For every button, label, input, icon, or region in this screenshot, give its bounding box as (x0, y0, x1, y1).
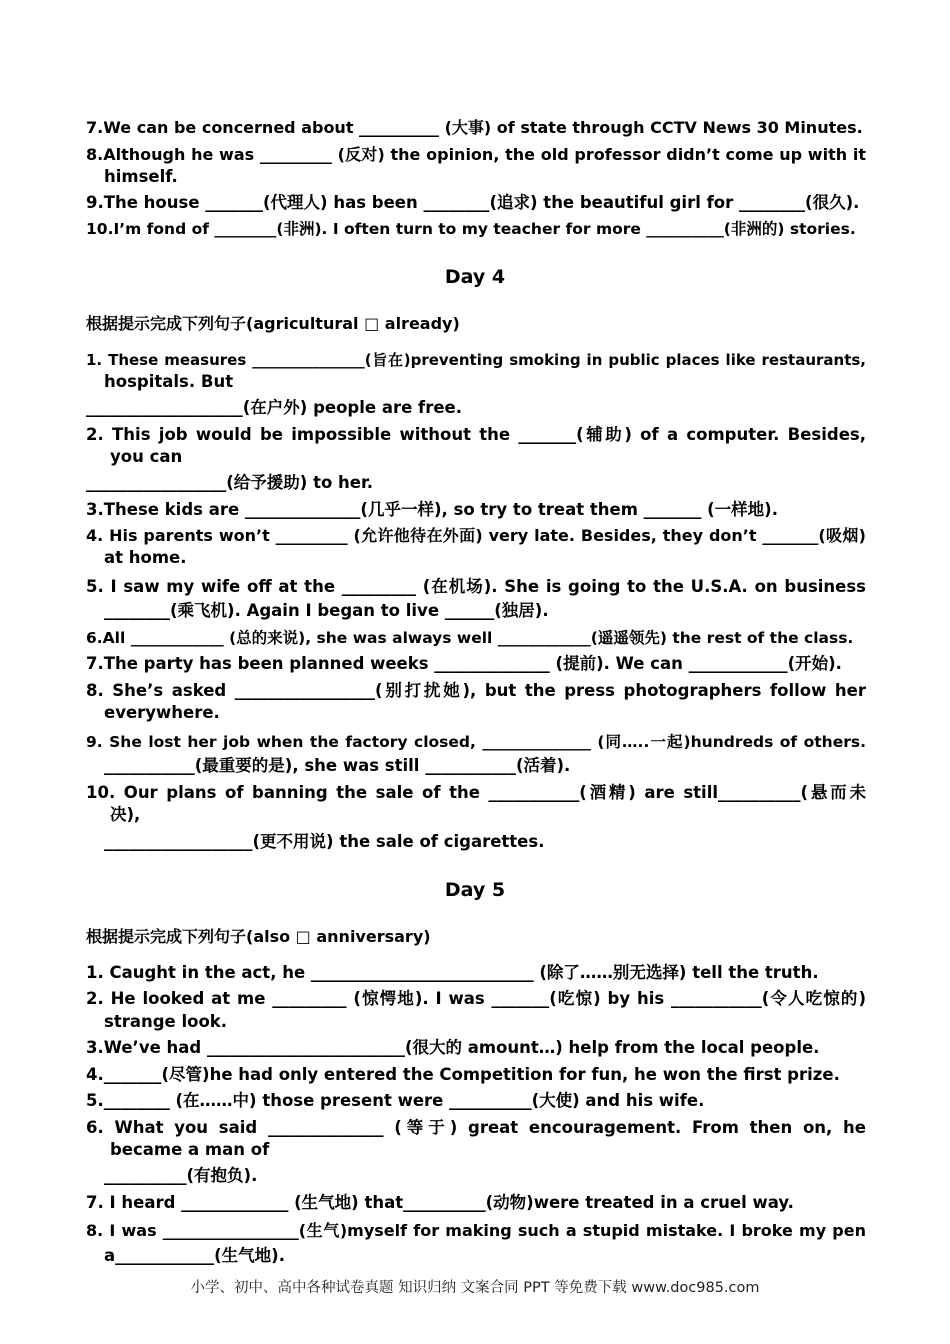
day5-sentence-5: 5.________ (在……中) those present were __________(大使) and his wife. (86, 1091, 705, 1110)
day3-sentence-8: 8.Although he was _________ (反对) the opinion, the old professor didn’t come up with it (86, 145, 866, 164)
day4-sentence-7: 7.The party has been planned weeks ______________ (提前). We can ____________(开始). (86, 654, 842, 673)
day4-sentence-5-cont: ________(乘飞机). Again I began to live ______(独居). (104, 601, 549, 620)
day4-sentence-8-cont: everywhere. (104, 703, 220, 722)
day5-sentence-8-cont: a____________(生气地). (104, 1246, 285, 1265)
page-footer: 小学、初中、高中各种试卷真题 知识归纳 文案合同 PPT 等免费下载 www.doc985.com (190, 1280, 760, 1296)
day4-sentence-9: 9. She lost her job when the factory closed, ______________ (同…..一起)hundreds of others. (86, 733, 866, 751)
day4-sentence-2-cont: you can (110, 447, 183, 466)
day5-sentence-2: 2. He looked at me _________ (惊愕地). I was _______(吃惊) by his ___________(令人吃惊的) (86, 989, 866, 1008)
day4-sentence-4-cont: at home. (104, 548, 187, 567)
day4-sentence-1-cont: hospitals. But (104, 372, 234, 391)
day4-sentence-6: 6.All ____________ (总的来说), she was always well ____________(遥遥领先) the rest of the class. (86, 629, 854, 647)
day4-sentence-10: 10. Our plans of banning the sale of the ___________(酒精) are still__________(悬而未 (86, 783, 866, 802)
day5-sentence-6: 6. What you said ______________ (等于) great encouragement. From then on, he (86, 1118, 866, 1137)
day3-sentence-8-cont: himself. (104, 167, 178, 186)
day5-sentence-2-cont: strange look. (104, 1012, 228, 1031)
day4-sentence-9-cont: ___________(最重要的是), she was still ___________(活着). (104, 756, 571, 775)
day4-title: Day 4 (444, 266, 506, 288)
day4-sentence-3: 3.These kids are ______________(几乎一样), so try to treat them _______ (一样地). (86, 500, 778, 519)
day5-sentence-4: 4._______(尽管)he had only entered the Competition for fun, he won the first prize. (86, 1065, 840, 1084)
day4-sentence-1: 1. These measures _______________(旨在)preventing smoking in public places like restaurants, (86, 351, 866, 369)
day5-sentence-8: 8. I was _________________(生气)myself for making such a stupid mistake. I broke my pen (86, 1221, 866, 1240)
day4-instruction: 根据提示完成下列句子(agricultural □ already) (86, 314, 460, 333)
day5-instruction: 根据提示完成下列句子(also □ anniversary) (86, 927, 431, 946)
day5-sentence-7: 7. I heard _____________ (生气地) that__________(动物)were treated in a cruel way. (86, 1193, 794, 1212)
day4-sentence-8: 8. She’s asked _________________(别打扰她), but the press photographers follow her (86, 681, 866, 700)
day4-sentence-10-cont2: __________________(更不用说) the sale of cigarettes. (104, 832, 545, 851)
day4-sentence-4: 4. His parents won’t _________ (允许他待在外面) very late. Besides, they don’t _______(吸烟) (86, 526, 866, 545)
day4-sentence-2-cont2: _________________(给予援助) to her. (86, 473, 374, 492)
day4-sentence-1-cont2: ___________________(在户外) people are free. (86, 398, 462, 417)
day3-sentence-7: 7.We can be concerned about __________ (大事) of state through CCTV News 30 Minutes. (86, 118, 863, 137)
day3-sentence-10: 10.I’m fond of ________(非洲). I often turn to my teacher for more __________(非洲的) stories. (86, 220, 856, 238)
day5-title: Day 5 (444, 879, 506, 901)
day3-sentence-9: 9.The house _______(代理人) has been ________(追求) the beautiful girl for ________(很久). (86, 193, 860, 212)
day5-sentence-6-cont2: __________(有抱负). (104, 1166, 258, 1185)
day5-sentence-1: 1. Caught in the act, he ___________________________ (除了……别无选择) tell the truth. (86, 963, 819, 982)
day5-sentence-6-cont: became a man of (110, 1140, 270, 1159)
day4-sentence-10-cont: 决), (110, 805, 141, 824)
day4-sentence-2: 2. This job would be impossible without the _______(辅助) of a computer. Besides, (86, 425, 866, 444)
day4-sentence-5: 5. I saw my wife off at the _________ (在机场). She is going to the U.S.A. on business (86, 577, 866, 596)
day5-sentence-3: 3.We’ve had ________________________(很大的 amount…) help from the local people. (86, 1038, 820, 1057)
